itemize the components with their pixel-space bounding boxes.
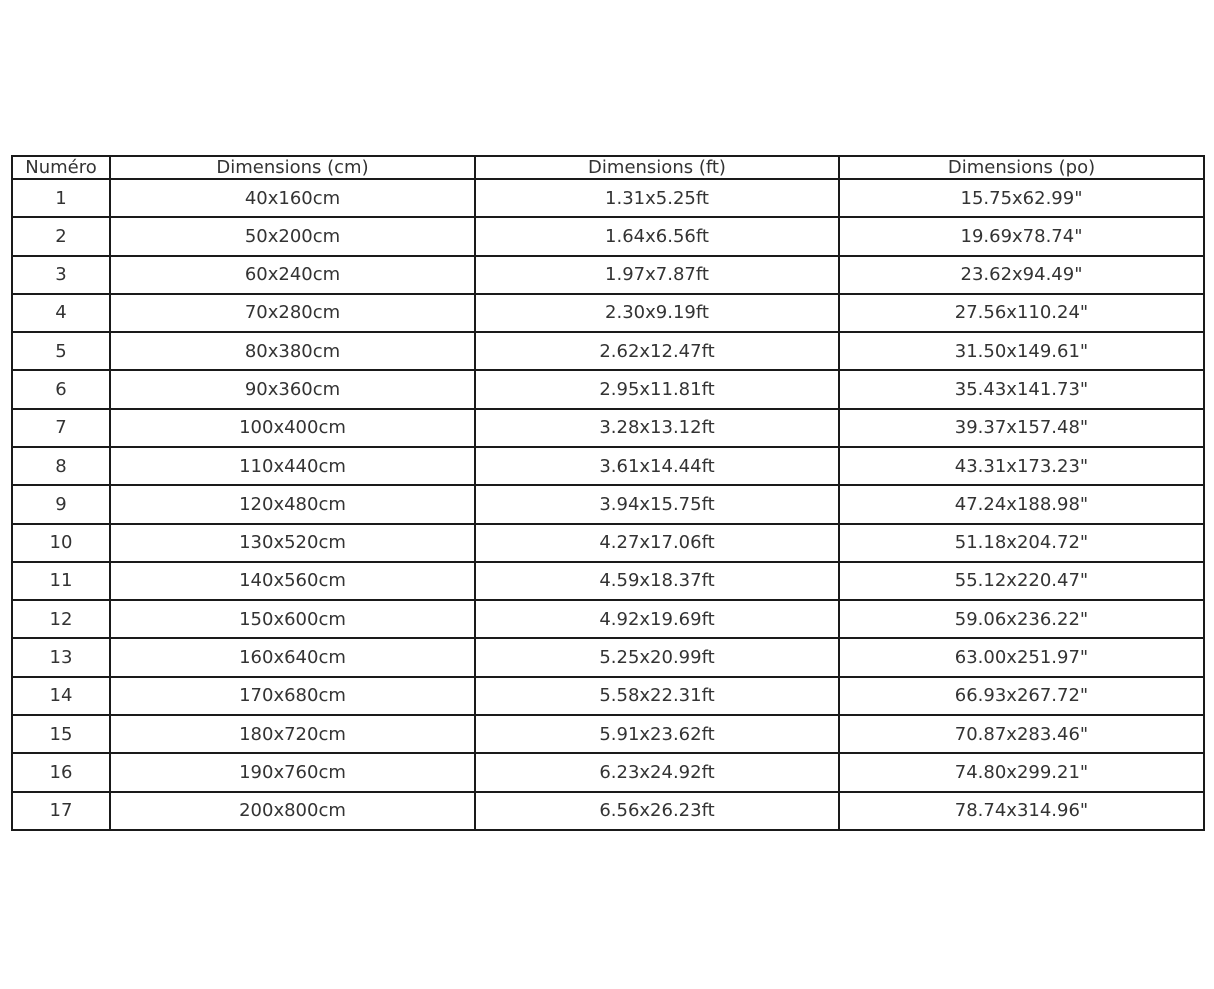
table-cell: 39.37x157.48" bbox=[839, 409, 1204, 447]
table-cell: 5.58x22.31ft bbox=[475, 677, 839, 715]
table-cell: 40x160cm bbox=[110, 179, 475, 217]
table-cell: 60x240cm bbox=[110, 256, 475, 294]
table-cell: 110x440cm bbox=[110, 447, 475, 485]
table-cell: 9 bbox=[12, 485, 110, 523]
table-row bbox=[12, 485, 1204, 523]
table-cell: 10 bbox=[12, 524, 110, 562]
table-cell: 80x380cm bbox=[110, 332, 475, 370]
table-row bbox=[12, 677, 1204, 715]
table-cell: 6.56x26.23ft bbox=[475, 792, 839, 831]
table-cell: 12 bbox=[12, 600, 110, 638]
table-cell: 17 bbox=[12, 792, 110, 831]
table-cell: 59.06x236.22" bbox=[839, 600, 1204, 638]
table-cell: 70.87x283.46" bbox=[839, 715, 1204, 753]
table-cell: 5.25x20.99ft bbox=[475, 638, 839, 676]
table-cell: 120x480cm bbox=[110, 485, 475, 523]
column-header: Dimensions (cm) bbox=[110, 156, 475, 179]
table-cell: 63.00x251.97" bbox=[839, 638, 1204, 676]
table-row bbox=[12, 370, 1204, 408]
table-cell: 2.62x12.47ft bbox=[475, 332, 839, 370]
table-cell: 140x560cm bbox=[110, 562, 475, 600]
table-cell: 31.50x149.61" bbox=[839, 332, 1204, 370]
table-cell: 66.93x267.72" bbox=[839, 677, 1204, 715]
table-cell: 11 bbox=[12, 562, 110, 600]
table-body bbox=[12, 179, 1204, 830]
table-row bbox=[12, 217, 1204, 255]
table-cell: 55.12x220.47" bbox=[839, 562, 1204, 600]
table-cell: 4.27x17.06ft bbox=[475, 524, 839, 562]
table-cell: 180x720cm bbox=[110, 715, 475, 753]
table-cell: 4.92x19.69ft bbox=[475, 600, 839, 638]
table-row bbox=[12, 638, 1204, 676]
table-cell: 43.31x173.23" bbox=[839, 447, 1204, 485]
table-cell: 50x200cm bbox=[110, 217, 475, 255]
table-cell: 19.69x78.74" bbox=[839, 217, 1204, 255]
table-cell: 100x400cm bbox=[110, 409, 475, 447]
table-cell: 13 bbox=[12, 638, 110, 676]
table-cell: 90x360cm bbox=[110, 370, 475, 408]
table-cell: 78.74x314.96" bbox=[839, 792, 1204, 831]
table-cell: 47.24x188.98" bbox=[839, 485, 1204, 523]
table-row bbox=[12, 409, 1204, 447]
dimensions-table bbox=[11, 155, 1205, 831]
table-cell: 15.75x62.99" bbox=[839, 179, 1204, 217]
table-row bbox=[12, 524, 1204, 562]
column-header: Dimensions (po) bbox=[839, 156, 1204, 179]
size-table-container bbox=[11, 155, 1205, 831]
table-cell: 3.61x14.44ft bbox=[475, 447, 839, 485]
table-cell: 130x520cm bbox=[110, 524, 475, 562]
table-cell: 7 bbox=[12, 409, 110, 447]
table-cell: 6 bbox=[12, 370, 110, 408]
table-cell: 4 bbox=[12, 294, 110, 332]
table-cell: 51.18x204.72" bbox=[839, 524, 1204, 562]
table-cell: 27.56x110.24" bbox=[839, 294, 1204, 332]
table-row bbox=[12, 562, 1204, 600]
header-row bbox=[12, 156, 1204, 179]
table-cell: 170x680cm bbox=[110, 677, 475, 715]
table-cell: 200x800cm bbox=[110, 792, 475, 831]
table-row bbox=[12, 600, 1204, 638]
table-cell: 150x600cm bbox=[110, 600, 475, 638]
table-cell: 190x760cm bbox=[110, 753, 475, 791]
table-cell: 23.62x94.49" bbox=[839, 256, 1204, 294]
table-cell: 74.80x299.21" bbox=[839, 753, 1204, 791]
table-cell: 14 bbox=[12, 677, 110, 715]
table-cell: 3.28x13.12ft bbox=[475, 409, 839, 447]
table-cell: 5 bbox=[12, 332, 110, 370]
table-cell: 15 bbox=[12, 715, 110, 753]
table-cell: 5.91x23.62ft bbox=[475, 715, 839, 753]
column-header: Dimensions (ft) bbox=[475, 156, 839, 179]
table-cell: 2.30x9.19ft bbox=[475, 294, 839, 332]
table-row bbox=[12, 753, 1204, 791]
table-cell: 1.31x5.25ft bbox=[475, 179, 839, 217]
table-row bbox=[12, 256, 1204, 294]
table-cell: 35.43x141.73" bbox=[839, 370, 1204, 408]
column-header: Numéro bbox=[12, 156, 110, 179]
table-cell: 160x640cm bbox=[110, 638, 475, 676]
table-row bbox=[12, 715, 1204, 753]
table-cell: 4.59x18.37ft bbox=[475, 562, 839, 600]
table-row bbox=[12, 447, 1204, 485]
table-cell: 2.95x11.81ft bbox=[475, 370, 839, 408]
table-cell: 1.97x7.87ft bbox=[475, 256, 839, 294]
table-cell: 70x280cm bbox=[110, 294, 475, 332]
table-row bbox=[12, 332, 1204, 370]
table-cell: 6.23x24.92ft bbox=[475, 753, 839, 791]
table-cell: 2 bbox=[12, 217, 110, 255]
table-cell: 1.64x6.56ft bbox=[475, 217, 839, 255]
table-cell: 3 bbox=[12, 256, 110, 294]
table-cell: 3.94x15.75ft bbox=[475, 485, 839, 523]
table-row bbox=[12, 179, 1204, 217]
table-cell: 16 bbox=[12, 753, 110, 791]
table-row bbox=[12, 294, 1204, 332]
table-cell: 1 bbox=[12, 179, 110, 217]
table-cell: 8 bbox=[12, 447, 110, 485]
table-row bbox=[12, 792, 1204, 831]
